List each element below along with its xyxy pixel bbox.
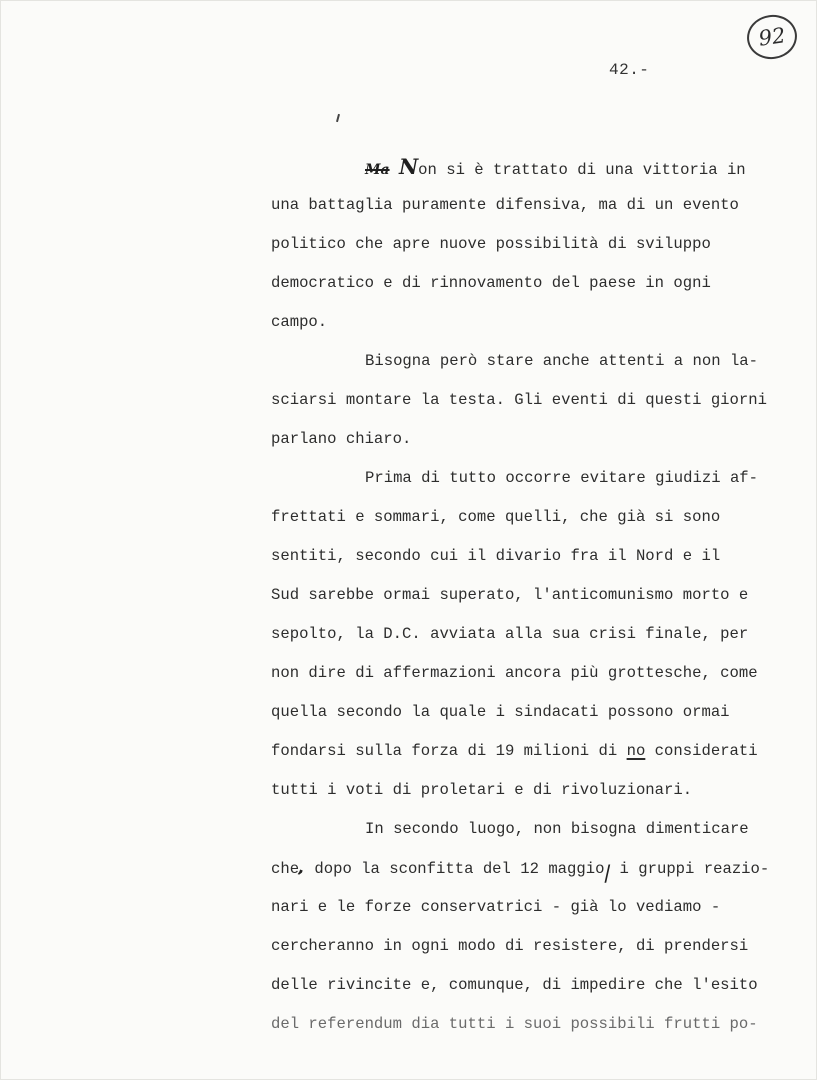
text-segment: fondarsi sulla forza di 19 milioni di <box>271 742 627 760</box>
paragraph-3-line-8 <box>271 732 815 771</box>
paragraph-3-line-9: tutti i voti di proletari e di rivoluzionari. <box>271 781 693 799</box>
text-segment: i gruppi reazio- <box>610 860 770 878</box>
paragraph-3-line-7: quella secondo la quale i sindacati possono ormai <box>271 703 730 721</box>
handwritten-comma: , <box>296 858 309 878</box>
paragraph-1-line-3: politico che apre nuove possibilità di sviluppo <box>271 235 711 253</box>
paragraph-4-line-3: nari e le forze conservatrici - già lo vediamo - <box>271 898 721 916</box>
paragraph-4-line-4: cercheranno in ogni modo di resistere, di prendersi <box>271 937 749 955</box>
document-body <box>271 147 815 1044</box>
handwritten-correction: N <box>398 154 419 179</box>
paragraph-4-line-2 <box>271 849 815 888</box>
text-segment: on si è trattato di una vittoria in <box>418 161 746 179</box>
paragraph-3-line-4: Sud sarebbe ormai superato, l'anticomunismo morto e <box>271 586 749 604</box>
stray-ink-mark <box>336 114 340 122</box>
handwritten-comma: / <box>604 861 611 887</box>
paragraph-1-line-2: una battaglia puramente difensiva, ma di un evento <box>271 196 739 214</box>
paragraph-3-line-5: sepolto, la D.C. avviata alla sua crisi finale, per <box>271 625 749 643</box>
paragraph-3-line-2: frettati e sommari, come quelli, che già si sono <box>271 508 721 526</box>
paragraph-3-line-6: non dire di affermazioni ancora più grottesche, come <box>271 664 758 682</box>
paragraph-3-line-1: Prima di tutto occorre evitare giudizi af- <box>365 469 759 487</box>
struck-word: Ma <box>365 162 390 178</box>
paragraph-1-line-1 <box>271 147 815 186</box>
paragraph-4-line-1: In secondo luogo, non bisogna dimenticare <box>365 820 749 838</box>
archive-number-stamp: 92 <box>744 12 800 63</box>
paragraph-1-line-4: democratico e di rinnovamento del paese in ogni <box>271 274 711 292</box>
text-segment: che <box>271 860 300 878</box>
text-segment: dopo la sconfitta del 12 maggio <box>305 860 605 878</box>
paragraph-2-line-2: sciarsi montare la testa. Gli eventi di questi giorni <box>271 391 767 409</box>
paragraph-2-line-3: parlano chiaro. <box>271 430 412 448</box>
paragraph-4-line-5: delle rivincite e, comunque, di impedire che l'esito <box>271 976 758 994</box>
paragraph-3-line-3: sentiti, secondo cui il divario fra il Nord e il <box>271 547 721 565</box>
paragraph-2-line-1: Bisogna però stare anche attenti a non la- <box>365 352 759 370</box>
paragraph-1-line-5: campo. <box>271 313 328 331</box>
text-segment: considerati <box>645 742 758 760</box>
paragraph-4-line-6: del referendum dia tutti i suoi possibili frutti po- <box>271 1015 758 1033</box>
page-number: 42.- <box>609 61 650 79</box>
underlined-word: no <box>626 742 646 760</box>
